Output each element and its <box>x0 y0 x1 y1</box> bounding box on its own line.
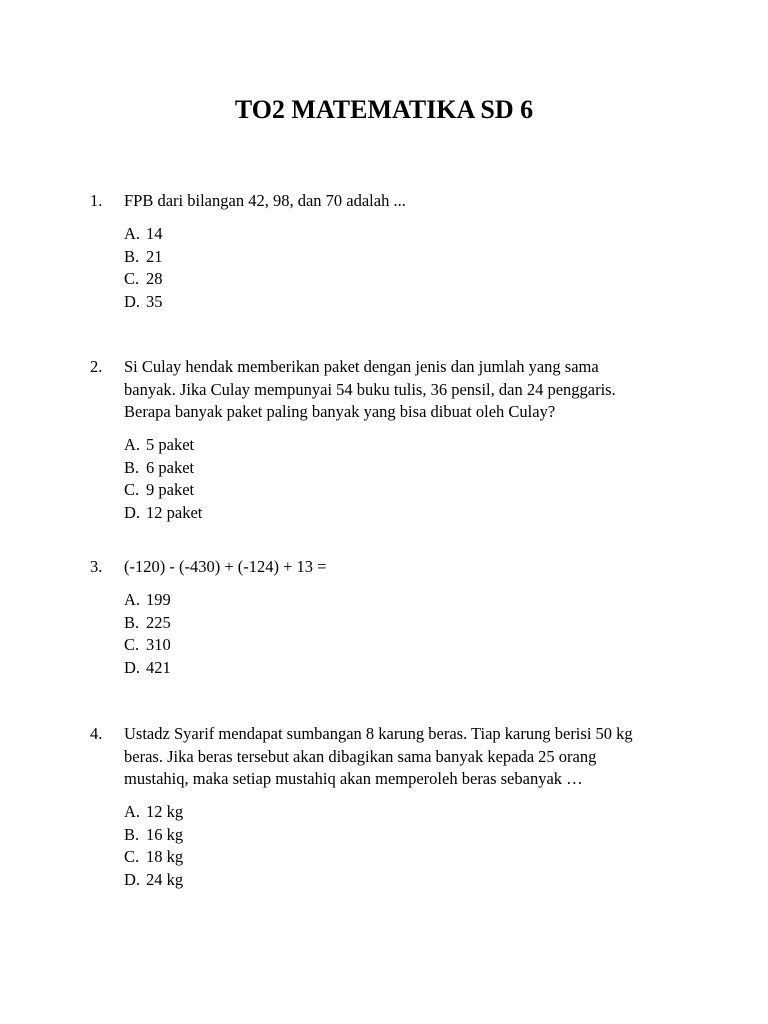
question-text <box>124 356 704 424</box>
option-text: 199 <box>146 590 171 609</box>
option-text: 24 kg <box>146 869 184 889</box>
option-letter: C. <box>124 635 140 654</box>
question-number: 3. <box>90 557 103 576</box>
option-letter: B. <box>124 612 140 632</box>
option-text: 16 kg <box>146 824 184 844</box>
option-d <box>124 869 183 892</box>
question-number: 1. <box>90 191 103 210</box>
question-line: FPB dari bilangan 42, 98, dan 70 adalah ... <box>124 191 406 210</box>
option-a <box>124 223 163 246</box>
option-letter: C. <box>124 847 140 866</box>
answer-options <box>124 434 202 524</box>
option-letter: D. <box>124 291 141 311</box>
option-text: 35 <box>146 291 163 311</box>
option-c <box>124 479 202 502</box>
option-text: 6 paket <box>146 457 195 477</box>
option-text: 12 paket <box>146 502 203 522</box>
option-text: 28 <box>146 269 163 288</box>
question-line: beras. Jika beras tersebut akan dibagikan sama banyak kepada 25 orang <box>124 746 597 766</box>
answer-options <box>124 801 183 891</box>
question-line: Berapa banyak paket paling banyak yang bisa dibuat oleh Culay? <box>124 402 556 421</box>
option-text: 12 kg <box>146 802 184 821</box>
question-line: mustahiq, maka setiap mustahiq akan memperoleh beras sebanyak … <box>124 769 583 788</box>
option-letter: B. <box>124 824 140 844</box>
option-letter: D. <box>124 502 141 522</box>
option-letter: B. <box>124 457 140 477</box>
option-a <box>124 434 202 457</box>
option-b <box>124 457 202 480</box>
option-text: 14 <box>146 224 163 243</box>
option-b <box>124 612 171 635</box>
option-text: 9 paket <box>146 480 195 499</box>
question-text <box>124 723 704 791</box>
option-letter: A. <box>124 802 141 821</box>
question-text <box>124 556 704 579</box>
option-letter: B. <box>124 246 140 266</box>
option-letter: C. <box>124 269 140 288</box>
option-letter: A. <box>124 435 141 454</box>
option-c <box>124 846 183 869</box>
option-text: 5 paket <box>146 435 195 454</box>
option-b <box>124 824 183 847</box>
question-line: Ustadz Syarif mendapat sumbangan 8 karung beras. Tiap karung berisi 50 kg <box>124 724 633 743</box>
option-a <box>124 589 171 612</box>
page-title: TO2 MATEMATIKA SD 6 <box>234 95 534 124</box>
question-number: 2. <box>90 357 103 376</box>
option-text: 18 kg <box>146 847 184 866</box>
option-c <box>124 634 171 657</box>
option-a <box>124 801 183 824</box>
option-d <box>124 502 202 525</box>
option-letter: C. <box>124 480 140 499</box>
option-text: 310 <box>146 635 171 654</box>
question-line: Si Culay hendak memberikan paket dengan jenis dan jumlah yang sama <box>124 357 599 376</box>
option-d <box>124 291 163 314</box>
option-letter: A. <box>124 590 141 609</box>
answer-options <box>124 589 171 679</box>
option-text: 225 <box>146 612 171 632</box>
option-b <box>124 246 163 269</box>
question-line: banyak. Jika Culay mempunyai 54 buku tulis, 36 pensil, dan 24 penggaris. <box>124 379 616 399</box>
option-letter: A. <box>124 224 141 243</box>
option-text: 21 <box>146 246 163 266</box>
option-letter: D. <box>124 657 141 677</box>
question-line: (-120) - (-430) + (-124) + 13 = <box>124 557 327 576</box>
option-text: 421 <box>146 657 171 677</box>
answer-options <box>124 223 163 313</box>
option-c <box>124 268 163 291</box>
option-d <box>124 657 171 680</box>
option-letter: D. <box>124 869 141 889</box>
question-number: 4. <box>90 724 103 743</box>
question-text <box>124 190 704 213</box>
